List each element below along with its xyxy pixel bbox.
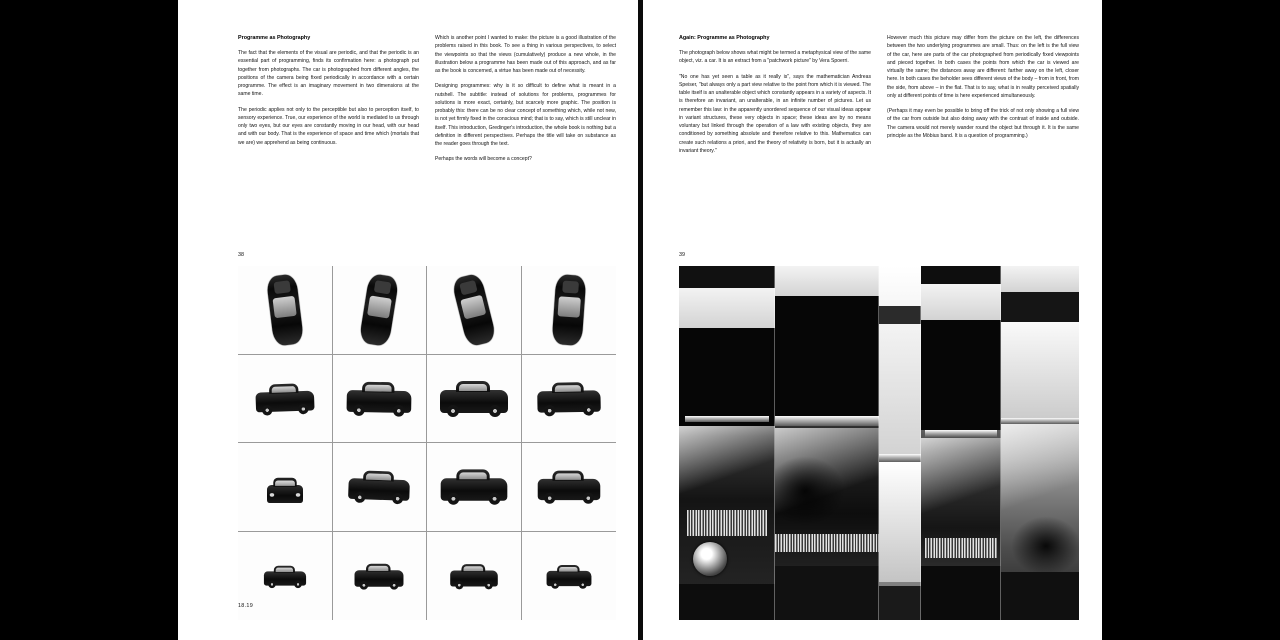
folio-left-top: 38 xyxy=(238,252,244,258)
left-page-columns xyxy=(238,34,616,171)
car-three-quarter-view xyxy=(255,390,314,412)
left-column-2-paragraph-1: Which is another point I wanted to make: the picture is a good illustration of the problems raised in this book. To see a thing in various perspectives, to select the viewpoints so that the views (cumulatively) produce a new whole, in the illustration below a programme has been made out of this approach, and as far as the book is concerned, a virtue has been made out of necessity. xyxy=(435,35,616,74)
right-column-1-paragraph-1: The photograph below shows what might be termed a metaphysical view of the same object, viz. a car. It is an extract from a "patchwork picture" by Vera Spoerri. xyxy=(679,50,871,65)
grid-cell xyxy=(333,532,428,621)
right-column-2-paragraph-1: However much this picture may differ from the picture on the left, the differences between the two underlying programmes are small. Thus: on the left is the full view of the car, here are parts of the car photographed from periodically fixed viewpoints and pieced together. In both cases the points from which the car is viewed are virtually the same; the distances away are different: farther away on the left, closer here. In both cases the beholder sees different views of the body – from in front, from the side, from above – in the flat. That is to say, what is in reality perceived spatially only at different points of time is here experienced simultaneously. xyxy=(887,35,1079,99)
left-column-2-paragraph-2: Designing programmes: why is it so difficult to define what is meant in a nutshell. The subtitle: instead of solutions for problems, programmes for solutions is more exact, certainly, but scarcely more graphic. The position is probably this: there can be no clear concept of something which, while not new, is not yet firmly fixed in the conscious mind; that is to say, which is still unclear in itself. This introduction, Gredinger's introduction, the whole book is nothing but a definition in different perspectives. Perhaps the title will take on substance as the reader goes through the text. xyxy=(435,83,616,147)
collage-strip xyxy=(921,266,1001,620)
car-side-view xyxy=(355,571,404,588)
grid-cell xyxy=(522,266,617,355)
left-column-1 xyxy=(238,34,419,171)
grid-cell xyxy=(238,443,333,532)
right-column-1-heading: Again: Programme as Photography xyxy=(679,35,770,41)
grid-cell xyxy=(333,355,428,444)
right-column-2 xyxy=(887,34,1079,162)
grid-cell xyxy=(333,266,428,355)
right-column-1 xyxy=(679,34,871,162)
car-side-view xyxy=(450,571,498,587)
car-top-view xyxy=(266,273,304,346)
collage-strip xyxy=(879,266,921,620)
left-column-1-paragraph-2: The periodic applies not only to the perceptible but also to perception itself, to sensory experience. True, our experience of the world is mediated to us through only two eyes, but our eyes are constantly moving in our head, with our head and with our body. That is the experience of space and time which (mortals that we are) we apprehend as being continuous. xyxy=(238,106,419,146)
grid-cell xyxy=(427,443,522,532)
right-page-columns xyxy=(679,34,1079,162)
left-column-1-heading: Programme as Photography xyxy=(238,35,311,41)
right-column-1-paragraph-2: "No one has yet seen a table as it really is", says the mathematician Andreas Speiser, "but always only a part view relative to the point from which it is viewed. The table itself is an unalterable object which constantly appears in a variety of aspects. It is therefore an invariant, an unalterable, in an infinite number of pictures. Let us remember this law: in the apparently unordered sequence of our visual ideas appear in variant structures, these very objects in space; these ideas are by no means voluntary but linked through the operation of a law with existing objects, they are conditioned by something absolute and therefore relative to this. Mathematics can create such relations a priori, and the theory of relativity is born, but it is actually an invariant theory." xyxy=(679,73,871,154)
car-side-view xyxy=(264,572,306,586)
car-side-view xyxy=(440,390,508,413)
grid-cell xyxy=(238,266,333,355)
grid-cell xyxy=(427,532,522,621)
car-three-quarter-view xyxy=(348,478,410,501)
car-side-view xyxy=(546,571,591,586)
left-column-1-paragraph-1: The fact that the elements of the visual are periodic, and that the periodic is an essential part of programming, finds its confirmation here: a photograph put together from photographs. The car is photographed from different angles, the positions of the camera being fixed periodically in accordance with a certain programme. The effect is an imaginary movement in two dimensions at the same time. xyxy=(238,50,419,98)
grid-cell xyxy=(522,532,617,621)
grid-cell xyxy=(427,266,522,355)
right-page xyxy=(643,0,1102,640)
car-top-view xyxy=(359,273,400,347)
car-side-view xyxy=(537,479,600,500)
left-column-2 xyxy=(435,34,616,171)
patchwork-car-photo xyxy=(679,266,1079,620)
car-three-quarter-view xyxy=(347,390,412,413)
collage-strip xyxy=(775,266,879,620)
grid-cell xyxy=(333,443,428,532)
left-column-2-paragraph-3: Perhaps the words will become a concept? xyxy=(435,156,532,163)
folio-left-bottom: 18.19 xyxy=(238,603,253,609)
car-front-view xyxy=(267,485,303,503)
book-spread xyxy=(178,0,1102,640)
grid-cell xyxy=(522,443,617,532)
grid-cell xyxy=(238,355,333,444)
car-side-view xyxy=(537,390,601,412)
collage-strip xyxy=(679,266,775,620)
folio-right-top: 39 xyxy=(679,252,685,258)
car-side-view xyxy=(440,478,507,501)
left-page xyxy=(178,0,638,640)
car-top-view xyxy=(551,274,586,346)
grid-cell xyxy=(427,355,522,444)
right-column-2-paragraph-2: (Perhaps it may even be possible to bring off the trick of not only showing a full view of the car from outside but also doing away with the contrast of inside and outside. The camera would not merely wander round the object but through it. It is the same principle as the Möbius band. It is a question of programming.) xyxy=(887,108,1079,139)
grid-cell xyxy=(522,355,617,444)
collage-strip xyxy=(1001,266,1079,620)
car-top-view xyxy=(451,272,497,347)
car-grid-photo xyxy=(238,266,616,620)
